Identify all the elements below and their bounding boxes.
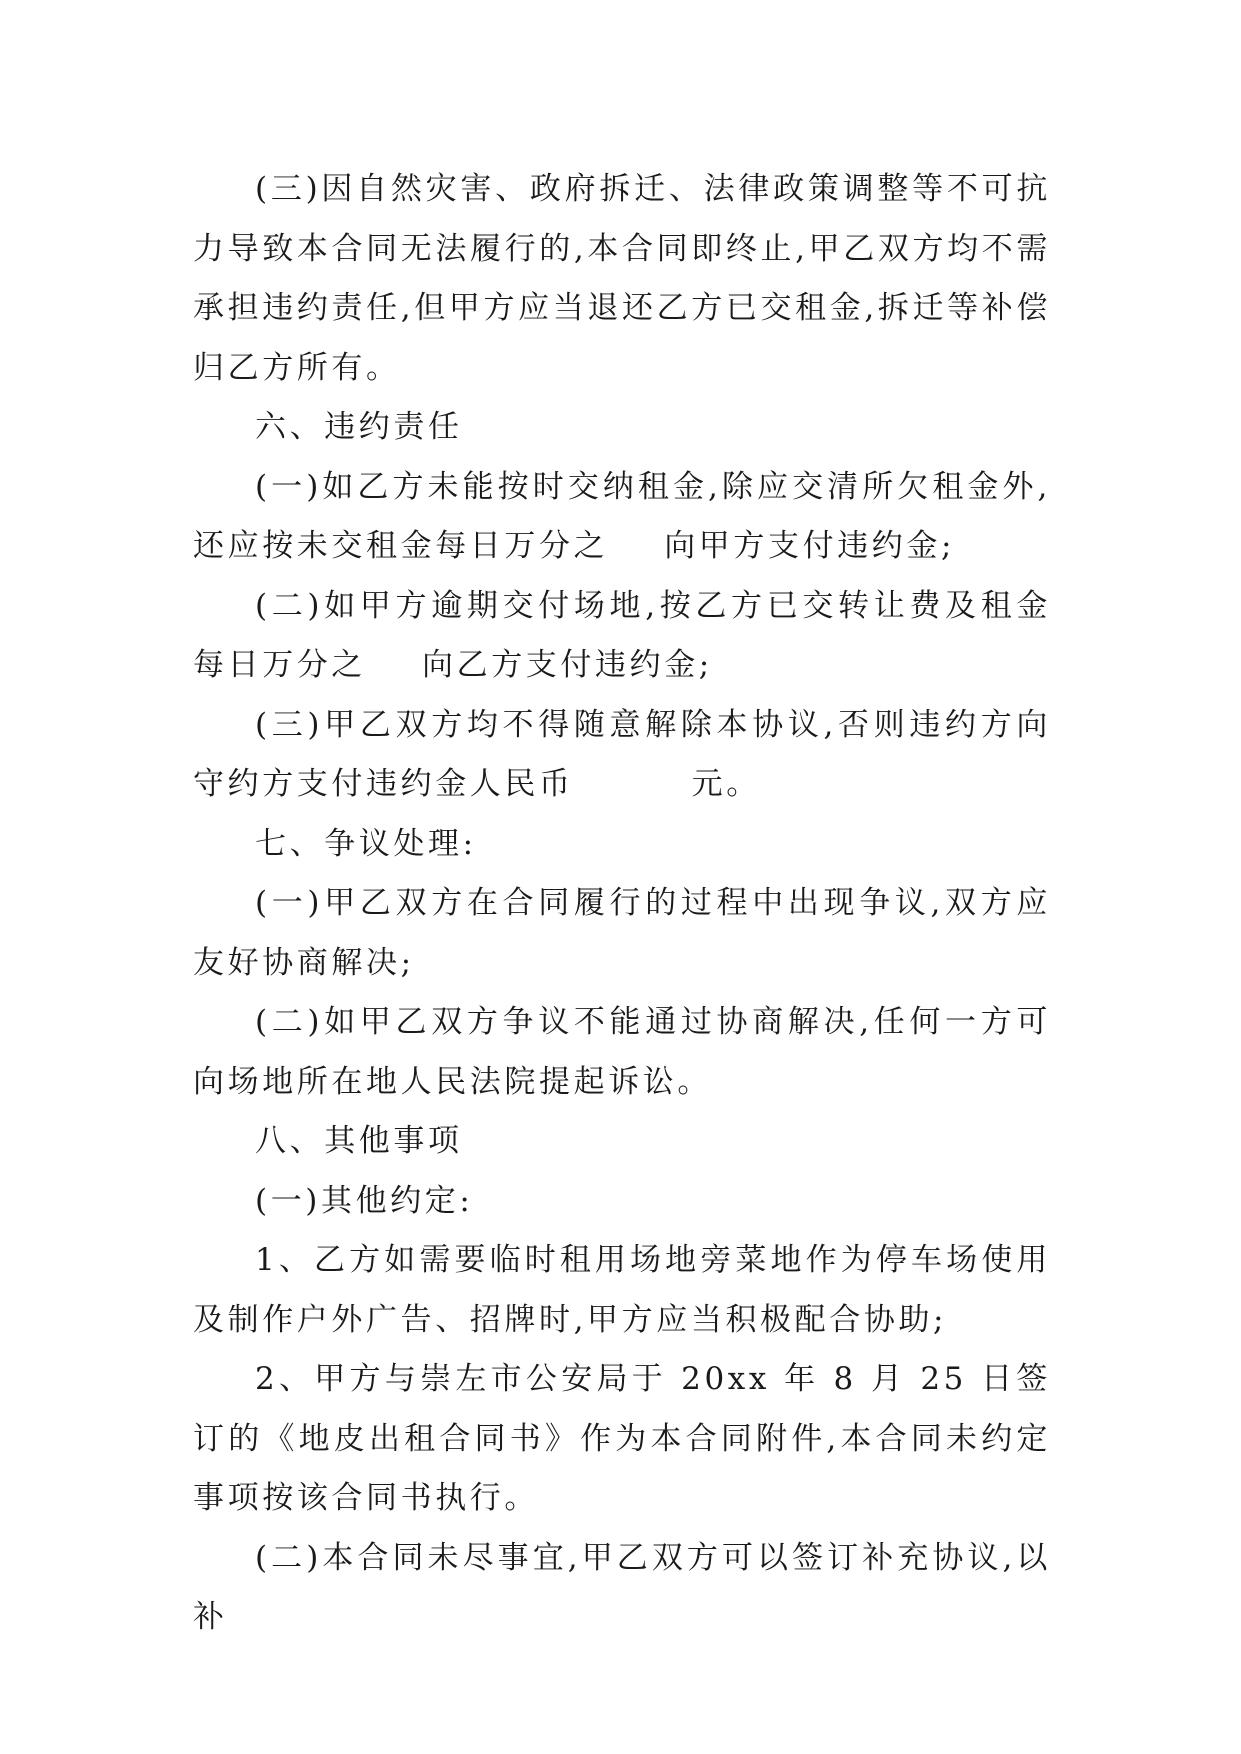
clause-text: (一)如乙方未能按时交纳租金,除应交清所欠租金外,还应按未交租金每日万分之 [193, 468, 1051, 564]
clause-other-item-1: 1、乙方如需要临时租用场地旁菜地作为停车场使用及制作户外广告、招牌时,甲方应当积极配合协助; [193, 1242, 1051, 1338]
clause-text: (三)甲乙双方均不得随意解除本协议,否则违约方向守约方支付违约金人民币 [193, 706, 1051, 802]
clause-breach-late-delivery [193, 577, 1051, 696]
clause-text: (二)如甲方逾期交付场地,按乙方已交转让费及租金每日万分之 [193, 587, 1051, 683]
clause-breach-termination [193, 696, 1051, 815]
document-page [193, 160, 1051, 1648]
clause-text: 向甲方支付违约金; [664, 528, 956, 564]
section-heading-breach: 六、违约责任 [255, 409, 463, 445]
section-heading-other: 八、其他事项 [255, 1123, 463, 1159]
clause-other-agreements: (一)其他约定: [255, 1182, 474, 1219]
clause-dispute-negotiation: (一)甲乙双方在合同履行的过程中出现争议,双方应友好协商解决; [193, 885, 1051, 981]
clause-force-majeure: (三)因自然灾害、政府拆迁、法律政策调整等不可抗力导致本合同无法履行的,本合同即终止,甲乙双方均不需承担违约责任,但甲方应当退还乙方已交租金,拆迁等补偿归乙方所有。 [193, 171, 1051, 386]
clause-dispute-litigation: (二)如甲乙双方争议不能通过协商解决,任何一方可向场地所在地人民法院提起诉讼。 [193, 1004, 1051, 1100]
clause-other-item-2: 2、甲方与崇左市公安局于 20xx 年 8 月 25 日签订的《地皮出租合同书》作为本合同附件,本合同未约定事项按该合同书执行。 [193, 1361, 1051, 1516]
clause-breach-late-rent [193, 458, 1051, 577]
clause-text: 向乙方支付违约金; [422, 647, 713, 683]
section-heading-dispute: 七、争议处理: [255, 825, 477, 862]
clause-supplementary: (二)本合同未尽事宜,甲乙双方可以签订补充协议,以补 [193, 1539, 1051, 1635]
clause-text: 元。 [691, 766, 761, 802]
